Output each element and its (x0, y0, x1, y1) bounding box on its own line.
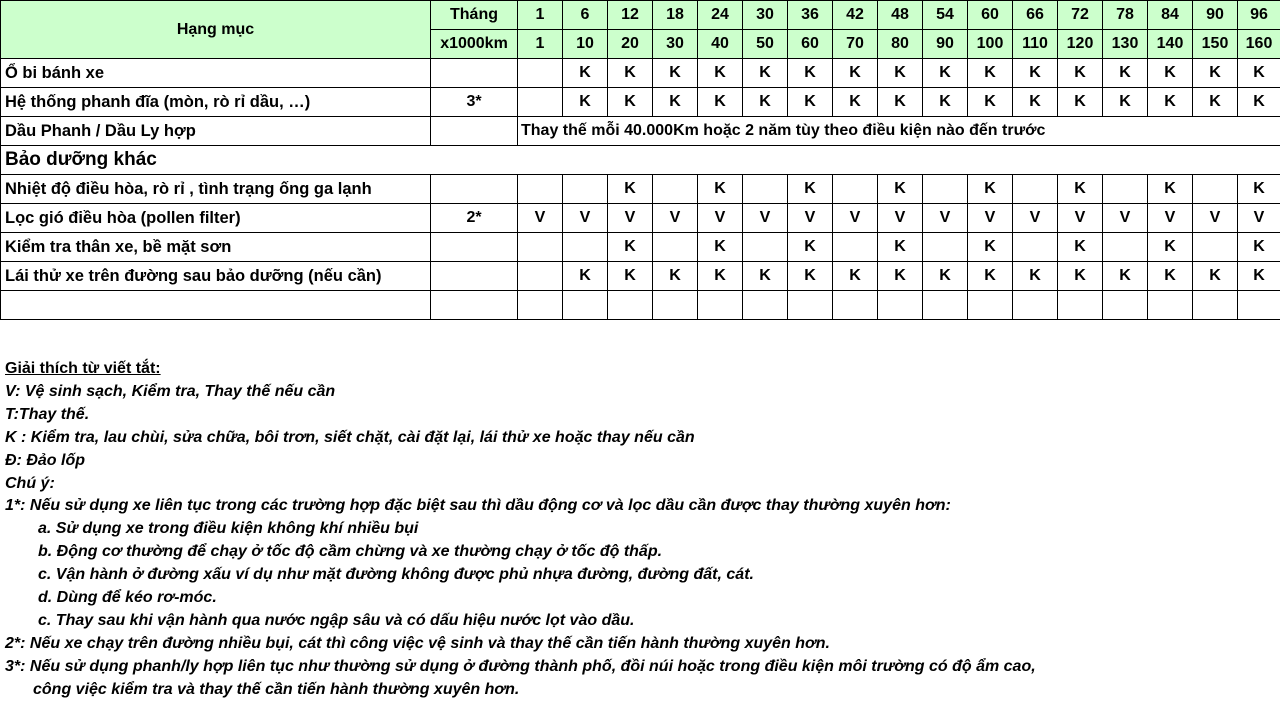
month-header-cell: 84 (1148, 1, 1193, 30)
schedule-cell: V (608, 204, 653, 233)
schedule-cell (1103, 291, 1148, 320)
table-row (1, 175, 1280, 204)
table-row (1, 59, 1280, 88)
note-1b: b. Động cơ thường để chạy ở tốc độ cầm chừng và xe thường chạy ở tốc độ thấp. (5, 541, 1275, 564)
schedule-cell (1193, 233, 1238, 262)
brake-fluid-note: Thay thế mỗi 40.000Km hoặc 2 năm tùy theo điều kiện nào đến trước (518, 117, 1280, 146)
note-1c: c. Vận hành ở đường xấu ví dụ như mặt đường không được phủ nhựa đường, đường đất, cát. (5, 564, 1275, 587)
month-header-cell: 30 (743, 1, 788, 30)
km-label-header: x1000km (431, 30, 518, 59)
km-header-cell: 110 (1013, 30, 1058, 59)
note-1d: d. Dùng để kéo rơ-móc. (5, 587, 1275, 610)
schedule-cell: K (1103, 59, 1148, 88)
schedule-cell: K (1193, 262, 1238, 291)
month-header-cell: 90 (1193, 1, 1238, 30)
table-row (1, 233, 1280, 262)
schedule-cell: K (968, 59, 1013, 88)
schedule-cell (608, 291, 653, 320)
section-row (1, 146, 1280, 175)
schedule-cell: K (653, 59, 698, 88)
schedule-cell: V (878, 204, 923, 233)
schedule-cell (518, 88, 563, 117)
schedule-cell: K (788, 233, 833, 262)
schedule-cell (923, 233, 968, 262)
note-1a: a. Sử dụng xe trong điều kiện không khí nhiều bụi (5, 518, 1275, 541)
schedule-cell (743, 175, 788, 204)
schedule-cell: K (833, 59, 878, 88)
km-header-cell: 40 (698, 30, 743, 59)
item-note-cell (431, 262, 518, 291)
schedule-cell: V (1238, 204, 1280, 233)
schedule-cell (518, 175, 563, 204)
schedule-cell: K (563, 59, 608, 88)
schedule-cell (833, 233, 878, 262)
km-header-cell: 90 (923, 30, 968, 59)
month-header-cell: 24 (698, 1, 743, 30)
item-label: Lọc gió điều hòa (pollen filter) (1, 204, 431, 233)
schedule-cell: K (968, 262, 1013, 291)
schedule-cell (1103, 233, 1148, 262)
schedule-cell: K (608, 88, 653, 117)
km-header-cell: 50 (743, 30, 788, 59)
month-header-cell: 42 (833, 1, 878, 30)
schedule-cell: K (1148, 175, 1193, 204)
schedule-cell: K (1238, 233, 1280, 262)
schedule-cell: K (1013, 262, 1058, 291)
schedule-cell: K (743, 262, 788, 291)
schedule-cell: K (1238, 175, 1280, 204)
schedule-cell (698, 291, 743, 320)
legend-k: K : Kiểm tra, lau chùi, sửa chữa, bôi trơn, siết chặt, cài đặt lại, lái thử xe hoặc thay nếu cần (5, 427, 1275, 450)
schedule-cell (1013, 291, 1058, 320)
schedule-cell: K (788, 88, 833, 117)
km-header-cell: 10 (563, 30, 608, 59)
schedule-cell: K (563, 88, 608, 117)
month-header-cell: 6 (563, 1, 608, 30)
item-label: Lái thử xe trên đường sau bảo dưỡng (nếu cần) (1, 262, 431, 291)
legend-section (5, 358, 1275, 702)
schedule-cell (1058, 291, 1103, 320)
schedule-cell: K (878, 59, 923, 88)
schedule-cell: V (563, 204, 608, 233)
schedule-cell: K (833, 262, 878, 291)
schedule-cell: V (1193, 204, 1238, 233)
schedule-cell: K (1193, 59, 1238, 88)
schedule-cell (518, 233, 563, 262)
schedule-cell (788, 291, 833, 320)
table-row (1, 88, 1280, 117)
table-row (1, 262, 1280, 291)
schedule-cell: K (1058, 233, 1103, 262)
schedule-cell: K (878, 233, 923, 262)
schedule-cell: K (1103, 88, 1148, 117)
legend-t: T:Thay thế. (5, 404, 1275, 427)
item-note-cell (431, 291, 518, 320)
item-label: Ổ bi bánh xe (1, 59, 431, 88)
note-2: 2*: Nếu xe chạy trên đường nhiều bụi, cát thì công việc vệ sinh và thay thế cần tiến hành thường xuyên hơn. (5, 633, 1275, 656)
schedule-cell: K (878, 175, 923, 204)
schedule-cell: K (1103, 262, 1148, 291)
schedule-cell (923, 175, 968, 204)
schedule-cell: K (608, 233, 653, 262)
km-header-cell: 70 (833, 30, 878, 59)
schedule-cell: K (1013, 88, 1058, 117)
schedule-cell: K (1058, 175, 1103, 204)
month-header-cell: 72 (1058, 1, 1103, 30)
schedule-cell (563, 175, 608, 204)
schedule-cell: V (653, 204, 698, 233)
km-header-cell: 80 (878, 30, 923, 59)
schedule-cell (833, 175, 878, 204)
schedule-cell (1148, 291, 1193, 320)
legend-title: Giải thích từ viết tắt: (5, 358, 1275, 381)
km-header-cell: 60 (788, 30, 833, 59)
schedule-cell (518, 262, 563, 291)
km-header-cell: 30 (653, 30, 698, 59)
item-note-cell: 3* (431, 88, 518, 117)
schedule-cell: K (608, 262, 653, 291)
note-3-continued: công việc kiểm tra và thay thế cần tiến hành thường xuyên hơn. (5, 679, 1275, 702)
month-header-cell: 1 (518, 1, 563, 30)
schedule-cell: K (1013, 59, 1058, 88)
note-1: 1*: Nếu sử dụng xe liên tục trong các trường hợp đặc biệt sau thì dầu động cơ và lọc dầu cần được thay thường xuyên hơn: (5, 495, 1275, 518)
item-column-header: Hạng mục (1, 1, 431, 59)
schedule-cell: K (1058, 59, 1103, 88)
header-row-months (1, 1, 1280, 30)
schedule-cell: V (1058, 204, 1103, 233)
schedule-cell: V (788, 204, 833, 233)
schedule-cell: K (878, 262, 923, 291)
schedule-cell: K (608, 175, 653, 204)
km-header-cell: 130 (1103, 30, 1148, 59)
km-header-cell: 120 (1058, 30, 1103, 59)
schedule-cell: V (1013, 204, 1058, 233)
km-header-cell: 20 (608, 30, 653, 59)
legend-v: V: Vệ sinh sạch, Kiểm tra, Thay thế nếu cần (5, 381, 1275, 404)
schedule-cell: K (653, 262, 698, 291)
schedule-cell: K (1148, 262, 1193, 291)
month-header-cell: 18 (653, 1, 698, 30)
schedule-cell: K (743, 59, 788, 88)
month-header-cell: 36 (788, 1, 833, 30)
month-header-cell: 96 (1238, 1, 1280, 30)
schedule-cell (878, 291, 923, 320)
schedule-cell (518, 59, 563, 88)
schedule-cell: V (518, 204, 563, 233)
schedule-cell: K (923, 88, 968, 117)
schedule-cell (1013, 175, 1058, 204)
month-header-cell: 12 (608, 1, 653, 30)
km-header-cell: 100 (968, 30, 1013, 59)
item-note-cell (431, 59, 518, 88)
schedule-cell: V (833, 204, 878, 233)
item-label: Nhiệt độ điều hòa, rò rỉ , tình trạng ống ga lạnh (1, 175, 431, 204)
schedule-cell: K (1148, 233, 1193, 262)
table-row (1, 204, 1280, 233)
table-row-brake-fluid (1, 117, 1280, 146)
month-label-header: Tháng (431, 1, 518, 30)
item-label: Hệ thống phanh đĩa (mòn, rò rỉ dầu, …) (1, 88, 431, 117)
km-header-cell: 1 (518, 30, 563, 59)
month-header-cell: 48 (878, 1, 923, 30)
item-label: Kiểm tra thân xe, bề mặt sơn (1, 233, 431, 262)
schedule-cell: K (878, 88, 923, 117)
schedule-cell: K (698, 262, 743, 291)
schedule-cell: K (1238, 88, 1280, 117)
km-header-cell: 160 (1238, 30, 1280, 59)
schedule-cell: K (698, 233, 743, 262)
schedule-cell (563, 291, 608, 320)
item-note-cell (431, 175, 518, 204)
schedule-cell (743, 291, 788, 320)
schedule-cell: K (698, 175, 743, 204)
note-3: 3*: Nếu sử dụng phanh/ly hợp liên tục như thường sử dụng ở đường thành phố, đồi núi hoặc trong điều kiện môi trường có độ ẩm cao, (5, 656, 1275, 679)
schedule-cell (518, 291, 563, 320)
month-header-cell: 54 (923, 1, 968, 30)
schedule-cell: K (788, 262, 833, 291)
schedule-cell: K (698, 88, 743, 117)
schedule-cell: K (653, 88, 698, 117)
item-note-cell (431, 117, 518, 146)
schedule-cell (833, 291, 878, 320)
schedule-cell (653, 233, 698, 262)
maintenance-schedule-table (0, 0, 1280, 320)
schedule-cell: K (1238, 59, 1280, 88)
km-header-cell: 140 (1148, 30, 1193, 59)
schedule-cell (923, 291, 968, 320)
schedule-cell (968, 291, 1013, 320)
schedule-cell: K (833, 88, 878, 117)
schedule-cell (1193, 291, 1238, 320)
schedule-cell (653, 291, 698, 320)
schedule-cell (1103, 175, 1148, 204)
schedule-cell (563, 233, 608, 262)
item-note-cell (431, 233, 518, 262)
schedule-cell: K (743, 88, 788, 117)
schedule-cell (1193, 175, 1238, 204)
schedule-cell (1013, 233, 1058, 262)
item-label: Dầu Phanh / Dầu Ly hợp (1, 117, 431, 146)
schedule-cell: K (1238, 262, 1280, 291)
schedule-cell: K (608, 59, 653, 88)
month-header-cell: 66 (1013, 1, 1058, 30)
item-label (1, 291, 431, 320)
schedule-cell: V (1148, 204, 1193, 233)
table-row (1, 291, 1280, 320)
schedule-cell: K (698, 59, 743, 88)
note-1e: c. Thay sau khi vận hành qua nước ngập sâu và có dấu hiệu nước lọt vào dầu. (5, 610, 1275, 633)
schedule-cell: K (1058, 88, 1103, 117)
schedule-cell: K (923, 59, 968, 88)
schedule-cell: K (1148, 59, 1193, 88)
schedule-cell: K (968, 88, 1013, 117)
schedule-cell: K (788, 175, 833, 204)
schedule-cell: K (788, 59, 833, 88)
km-header-cell: 150 (1193, 30, 1238, 59)
schedule-cell: K (1148, 88, 1193, 117)
schedule-cell: V (698, 204, 743, 233)
schedule-cell: V (1103, 204, 1148, 233)
item-note-cell: 2* (431, 204, 518, 233)
month-header-cell: 60 (968, 1, 1013, 30)
schedule-cell: K (1193, 88, 1238, 117)
schedule-cell (653, 175, 698, 204)
schedule-cell: V (968, 204, 1013, 233)
legend-d: Đ: Đảo lốp (5, 450, 1275, 473)
schedule-cell: K (923, 262, 968, 291)
month-header-cell: 78 (1103, 1, 1148, 30)
schedule-cell: V (923, 204, 968, 233)
note-title: Chú ý: (5, 473, 1275, 496)
schedule-cell: K (1058, 262, 1103, 291)
schedule-cell: K (968, 175, 1013, 204)
schedule-cell: K (968, 233, 1013, 262)
schedule-cell: K (563, 262, 608, 291)
schedule-cell (743, 233, 788, 262)
schedule-cell (1238, 291, 1280, 320)
schedule-cell: V (743, 204, 788, 233)
section-title: Bảo dưỡng khác (1, 146, 1280, 175)
